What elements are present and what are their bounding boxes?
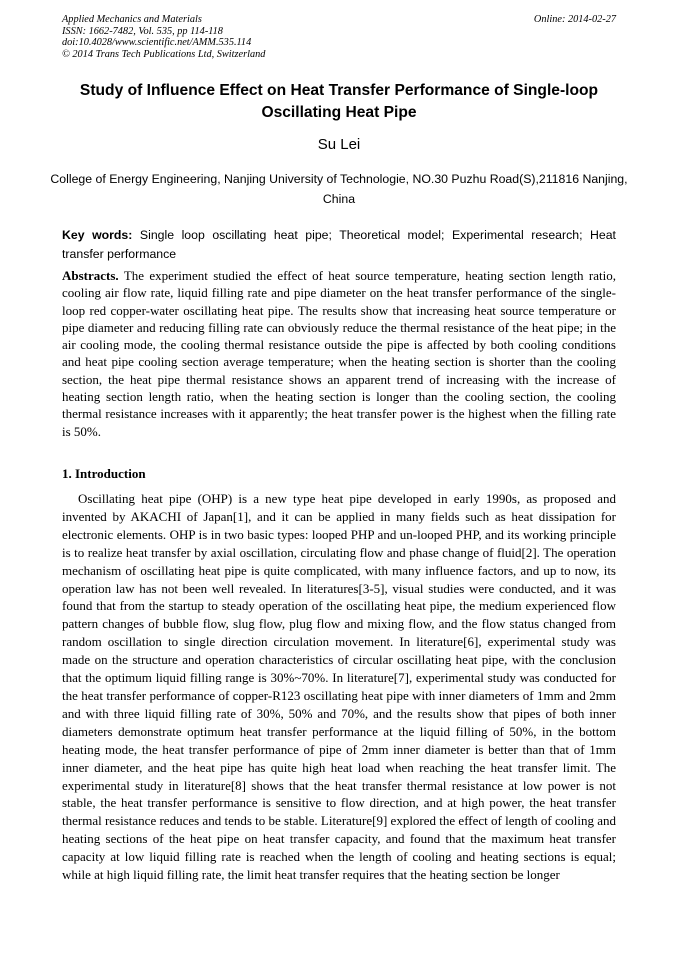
doi-line: doi:10.4028/www.scientific.net/AMM.535.114 — [62, 37, 252, 48]
publication-metadata — [62, 14, 616, 60]
keywords-text: Single loop oscillating heat pipe; Theoretical model; Experimental research; Heat transfer performance — [62, 228, 616, 261]
online-date: Online: 2014-02-27 — [533, 14, 616, 25]
keywords-label: Key words: — [62, 228, 133, 242]
section-heading-introduction: 1. Introduction — [62, 466, 146, 481]
abstract — [62, 267, 616, 440]
issn-line: ISSN: 1662-7482, Vol. 535, pp 114-118 — [62, 25, 223, 37]
keywords — [62, 226, 616, 264]
introduction-paragraph: Oscillating heat pipe (OHP) is a new type heat pipe developed in early 1990s, as proposed and invented by AKACHI of Japan[1], and it can be applied in many fields such as heat dissipation for electronic elements. OHP is in two basic types: looped PHP and un-looped PHP, and its working principle is to realize heat transfer by axial oscillation, circulating flow and phase change of fluid[2]. The operation mechanism of oscillating heat pipe is quite complicated, with many influence factors, and up to now, its operation law has not been well revealed. In literatures[3-5], visual studies were conducted, and it was found that from the startup to steady operation of the oscillating heat pipe, the medium experienced flow pattern changes of bubble flow, slug flow, plug flow and mixing flow, and the flow status changed from random oscillation to single direction circulation movement. In literature[6], experimental study was made on the structure and operation characteristics of circular oscillating heat pipe, with the conclusion that the optimum liquid filling range is 30%~70%. In literature[7], experimental study was conducted for the heat transfer performance of copper-R123 oscillating heat pipe with inner diameters of 1mm and 2mm and with three liquid filling rate of 30%, 50% and 70%, and the results show that pipes of both inner diameters demonstrate optimum heat transfer performance at the liquid filling of 50%, in the bottom heating mode, the heat transfer performance of pipe of 2mm inner diameter is better than that of 1mm inner diameter, and the heat pipe has quite high heat load when reaching the heat transfer limit. The experimental study in literature[8] shows that the heat transfer thermal resistance at low power is not stable, the heat transfer performance is sensitive to flow direction, and at high power, the heat transfer thermal resistance reduces and tends to be stable. Literature[9] explored the effect of length of cooling and heating sections of the heat pipe on heat transfer capacity, and found that the maximum heat transfer capacity at low liquid filling rate is reached when the length of cooling and heating sections is equal; while at high liquid filling rate, the limit heat transfer requires that the heating section be longer — [62, 491, 616, 883]
abstract-text: The experiment studied the effect of heat source temperature, heating section length ratio, cooling air flow rate, liquid filling rate and pipe diameter on the heat transfer performance of the single-loop red copper-water oscillating heat pipe. The results show that increasing heat source temperature or pipe diameter and reducing filling rate can obviously reduce the thermal resistance of the heat pipe; in the air cooling mode, the cooling thermal resistance outside the pipe is affected by both cooling conditions and heat pipe cooling section average temperature; when the heating section is shorter than the cooling section, the heat pipe thermal resistance shows an apparent trend of increasing with the increase of heating section length ratio, when the heating section is longer than the cooling section, the cooling thermal resistance increases with it apparently; the heat transfer power is the highest when the filling rate is 50%. — [62, 268, 616, 439]
copyright-line: © 2014 Trans Tech Publications Ltd, Switzerland — [62, 48, 266, 60]
journal-name: Applied Mechanics and Materials — [62, 14, 202, 25]
author-name: Su Lei — [317, 136, 361, 153]
author-affiliation: College of Energy Engineering, Nanjing University of Technologie, NO.30 Puzhu Road(S),211816 Nanjing, China — [50, 172, 628, 206]
abstract-label: Abstracts. — [62, 268, 119, 283]
paper-title: Study of Influence Effect on Heat Transfer Performance of Single-loop Oscillating Heat Pipe — [79, 82, 599, 121]
